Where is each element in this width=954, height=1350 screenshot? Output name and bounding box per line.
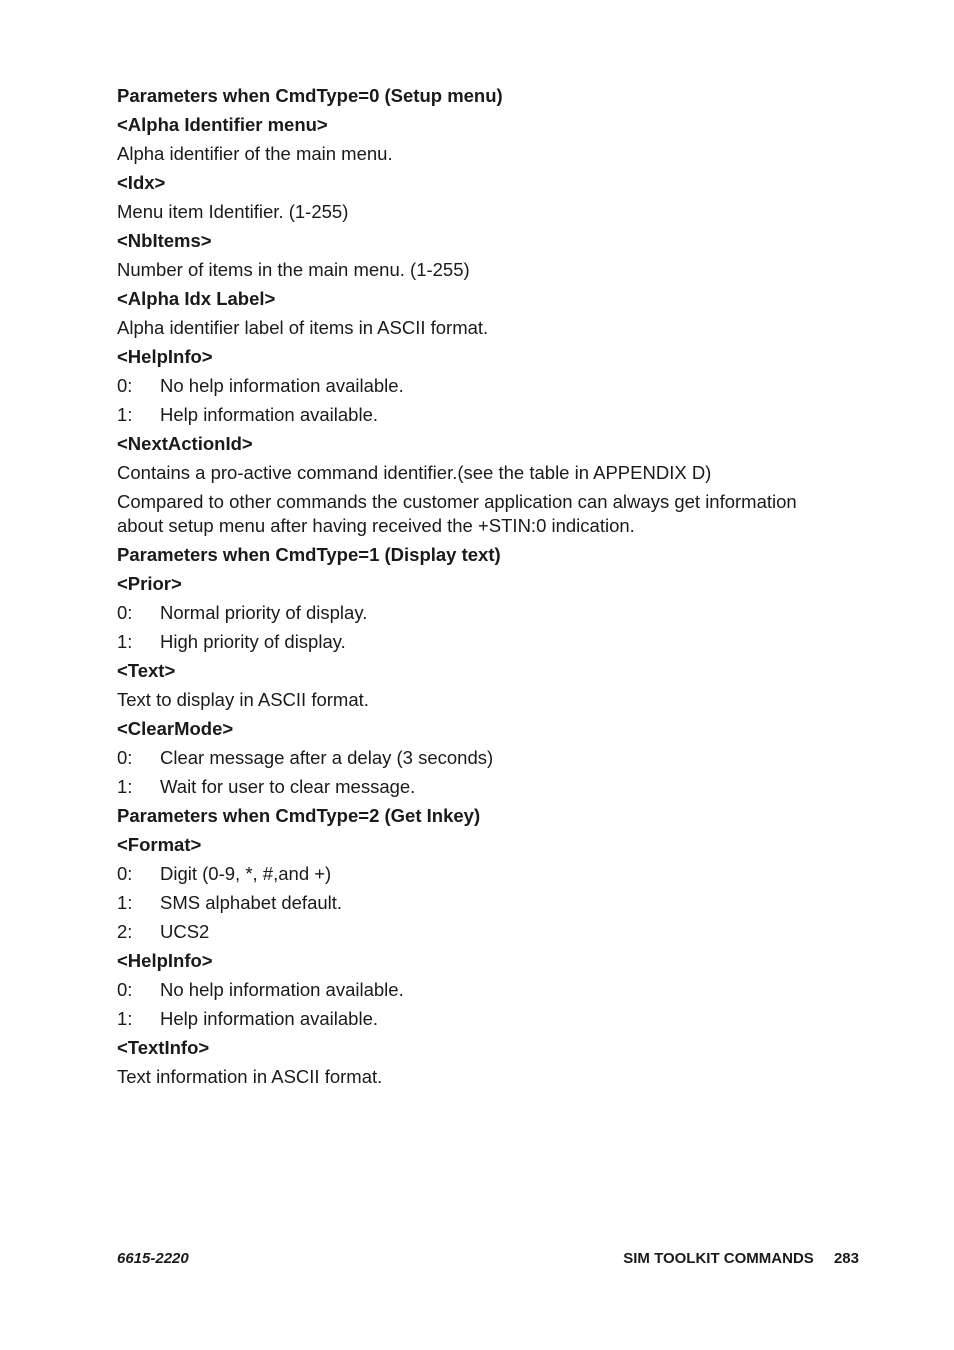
list-item-number: 0: (117, 747, 133, 768)
param-heading-textinfo: <TextInfo> (117, 1037, 210, 1058)
page-footer (117, 1250, 859, 1267)
section-title: SIM TOOLKIT COMMANDS (623, 1250, 814, 1267)
list-item-number: 0: (117, 863, 133, 884)
param-description: Text information in ASCII format. (117, 1066, 383, 1087)
param-description: Alpha identifier of the main menu. (117, 143, 393, 164)
list-item (117, 978, 837, 1002)
list-item-text: Help information available. (160, 1008, 379, 1029)
list-item-text: No help information available. (160, 979, 404, 1000)
list-item-number: 0: (117, 602, 133, 623)
list-item-number: 1: (117, 1008, 133, 1029)
param-description: Text to display in ASCII format. (117, 689, 369, 710)
list-item-text: SMS alphabet default. (160, 892, 343, 913)
list-item-text: No help information available. (160, 375, 404, 396)
list-item (117, 403, 837, 427)
param-heading-prior: <Prior> (117, 573, 182, 594)
param-description: Number of items in the main menu. (1-255) (117, 259, 470, 280)
param-heading-helpinfo: <HelpInfo> (117, 346, 213, 367)
list-item (117, 920, 837, 944)
param-note: Compared to other commands the customer application can always get information about setup menu after having received the +STIN:0 indication. (117, 491, 797, 536)
list-item-number: 1: (117, 776, 133, 797)
list-item (117, 775, 837, 799)
list-item (117, 862, 837, 886)
param-heading-format: <Format> (117, 834, 202, 855)
footer-right (623, 1250, 859, 1267)
param-description: Menu item Identifier. (1-255) (117, 201, 349, 222)
param-heading-text: <Text> (117, 660, 176, 681)
doc-number: 6615-2220 (117, 1250, 189, 1267)
list-item (117, 746, 837, 770)
list-item-number: 1: (117, 404, 133, 425)
param-heading-nextactionid: <NextActionId> (117, 433, 253, 454)
document-body (117, 84, 837, 1094)
list-item-text: Digit (0-9, *, #,and +) (160, 863, 332, 884)
list-item-text: Wait for user to clear message. (160, 776, 416, 797)
param-heading-alpha-idx-label: <Alpha Idx Label> (117, 288, 276, 309)
list-item (117, 891, 837, 915)
list-item-number: 0: (117, 979, 133, 1000)
param-heading-idx: <Idx> (117, 172, 166, 193)
param-heading-helpinfo: <HelpInfo> (117, 950, 213, 971)
list-item-text: Help information available. (160, 404, 379, 425)
list-item (117, 1007, 837, 1031)
list-item-text: Normal priority of display. (160, 602, 368, 623)
param-heading-nbitems: <NbItems> (117, 230, 212, 251)
section-heading-cmdtype-1: Parameters when CmdType=1 (Display text) (117, 544, 501, 565)
list-item-text: High priority of display. (160, 631, 346, 652)
param-heading-clearmode: <ClearMode> (117, 718, 234, 739)
list-item-text: UCS2 (160, 921, 210, 942)
list-item-number: 1: (117, 892, 133, 913)
section-heading-cmdtype-0: Parameters when CmdType=0 (Setup menu) (117, 85, 503, 106)
list-item-text: Clear message after a delay (3 seconds) (160, 747, 494, 768)
param-heading-alpha-identifier-menu: <Alpha Identifier menu> (117, 114, 328, 135)
page-number: 283 (833, 1250, 859, 1267)
section-heading-cmdtype-2: Parameters when CmdType=2 (Get Inkey) (117, 805, 481, 826)
list-item-number: 2: (117, 921, 133, 942)
list-item (117, 374, 837, 398)
list-item-number: 1: (117, 631, 133, 652)
param-description: Contains a pro-active command identifier.(see the table in APPENDIX D) (117, 462, 712, 483)
list-item-number: 0: (117, 375, 133, 396)
param-description: Alpha identifier label of items in ASCII format. (117, 317, 489, 338)
list-item (117, 601, 837, 625)
list-item (117, 630, 837, 654)
